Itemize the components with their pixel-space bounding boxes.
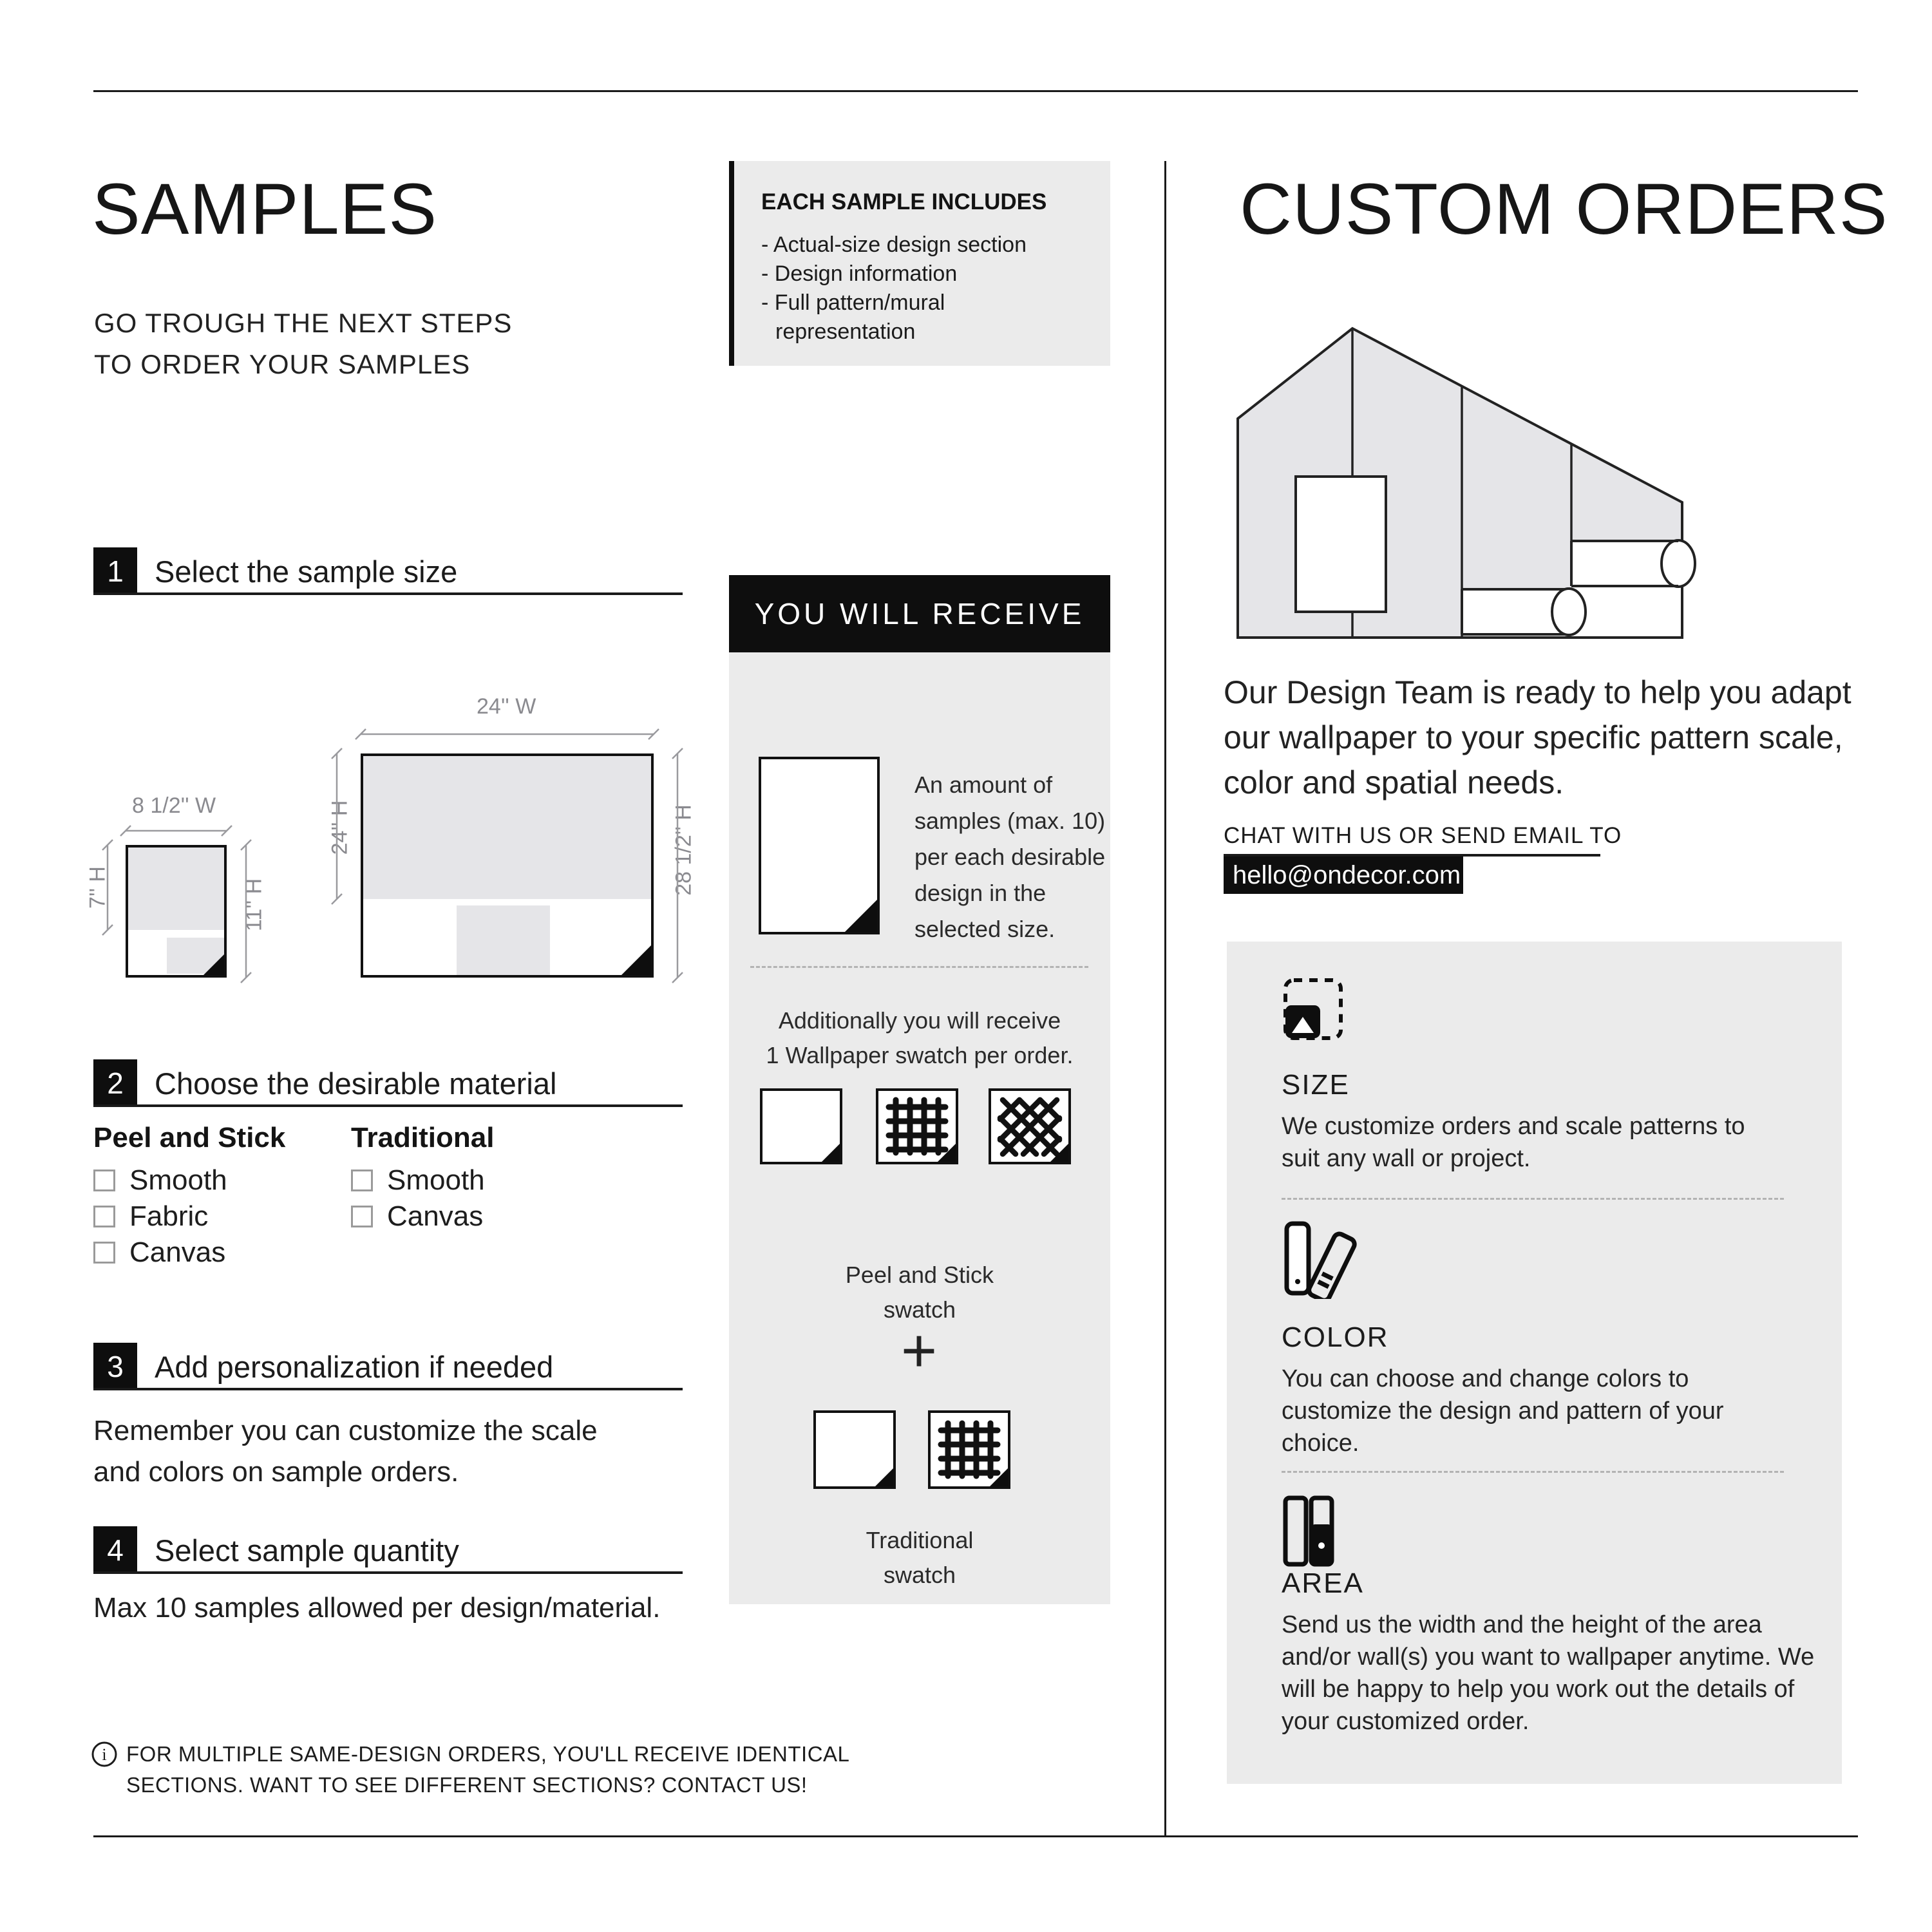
- area-wall-icon: [1282, 1494, 1340, 1568]
- step-4-body: Max 10 samples allowed per design/material.: [93, 1592, 661, 1624]
- footnote-line1: FOR MULTIPLE SAME-DESIGN ORDERS, YOU'LL RECEIVE IDENTICAL: [126, 1742, 850, 1766]
- size-crop-icon: [1282, 977, 1346, 1041]
- additional-line1: Additionally you will receive: [778, 1007, 1061, 1034]
- feature-size-heading: SIZE: [1282, 1069, 1350, 1101]
- step-4-badge: 4: [93, 1526, 137, 1574]
- large-sample-left-height-label: 24'' H: [327, 800, 352, 855]
- samples-title: SAMPLES: [92, 169, 438, 249]
- feature-color-body: You can choose and change colors to customize the design and pattern of your choice.: [1282, 1365, 1724, 1457]
- material-col-peel-title: Peel and Stick: [93, 1122, 286, 1153]
- step-4-rule: [93, 1571, 683, 1574]
- includes-item: - Actual-size design section: [761, 232, 1027, 257]
- you-will-receive-label: YOU WILL RECEIVE: [754, 597, 1085, 630]
- receive-panel: [729, 652, 1110, 1604]
- step-3-badge: 3: [93, 1343, 137, 1390]
- material-option-peel-canvas[interactable]: [93, 1236, 225, 1269]
- grid-swatch-icon: [876, 1088, 958, 1164]
- small-sample-width-label: 8 1/2'' W: [132, 793, 216, 818]
- material-option-label: Fabric: [129, 1200, 209, 1232]
- large-sample-width-label: 24'' W: [477, 694, 536, 719]
- peel-caption-line2: swatch: [883, 1296, 956, 1323]
- feature-size-body: We customize orders and scale patterns to suit any wall or project.: [1282, 1113, 1745, 1172]
- crosshatch-swatch-icon: [989, 1088, 1071, 1164]
- custom-orders-title: CUSTOM ORDERS: [1240, 169, 1888, 249]
- traditional-swatch-caption: [752, 1523, 1087, 1593]
- sample-page-icon: [759, 757, 880, 934]
- material-option-peel-fabric[interactable]: [93, 1200, 208, 1233]
- includes-box-left-bar: [729, 161, 734, 366]
- small-sample-design-area: [128, 848, 224, 930]
- info-icon: [90, 1740, 118, 1768]
- step-3-body: Remember you can customize the scale and colors on sample orders.: [93, 1415, 598, 1488]
- feature-color-heading: COLOR: [1282, 1321, 1389, 1353]
- traditional-caption-line2: swatch: [883, 1562, 956, 1588]
- additional-line2: 1 Wallpaper swatch per order.: [766, 1042, 1074, 1068]
- large-sample-folded-corner: [621, 945, 651, 975]
- includes-item: - Full pattern/mural representation: [761, 290, 945, 344]
- swatch-folded-corner: [938, 1144, 956, 1162]
- checkbox-icon[interactable]: [351, 1170, 373, 1191]
- samples-subtitle-line2: TO ORDER YOUR SAMPLES: [94, 349, 471, 379]
- features-divider: [1282, 1471, 1784, 1473]
- column-divider: [1164, 161, 1166, 1835]
- small-sample-left-height-label: 7'' H: [85, 866, 110, 909]
- checkbox-icon[interactable]: [93, 1206, 115, 1227]
- small-sample-right-height-label: 11'' H: [242, 878, 267, 932]
- plus-sign: +: [900, 1316, 938, 1385]
- swatch-folded-corner: [822, 1144, 840, 1162]
- chat-label: CHAT WITH US OR SEND EMAIL TO: [1224, 823, 1622, 848]
- receive-divider: [750, 966, 1088, 968]
- swatch-folded-corner: [990, 1468, 1008, 1486]
- email-button[interactable]: [1224, 857, 1463, 894]
- features-divider: [1282, 1198, 1784, 1200]
- samples-subtitle: [94, 303, 512, 385]
- material-option-label: Canvas: [387, 1200, 484, 1232]
- large-sample-diagram: [361, 753, 654, 978]
- material-option-peel-smooth[interactable]: [93, 1164, 227, 1197]
- email-address: hello@ondecor.com: [1233, 860, 1461, 889]
- large-sample-pattern-thumb: [457, 905, 550, 975]
- step-1-badge: 1: [93, 547, 137, 595]
- material-option-label: Smooth: [387, 1164, 485, 1196]
- blank-swatch-icon: [760, 1088, 842, 1164]
- svg-text:i: i: [102, 1745, 107, 1764]
- checkbox-icon[interactable]: [351, 1206, 373, 1227]
- includes-item: - Design information: [761, 261, 958, 286]
- checkbox-icon[interactable]: [93, 1170, 115, 1191]
- step-1-rule: [93, 592, 683, 595]
- each-sample-includes-box: [729, 161, 1110, 366]
- feature-area-heading: AREA: [1282, 1567, 1364, 1599]
- small-sample-diagram: [126, 845, 227, 978]
- you-will-receive-banner: [729, 575, 1110, 652]
- grid-swatch-icon: [928, 1410, 1010, 1489]
- large-sample-right-height-label: 28 1/2'' H: [671, 804, 696, 896]
- feature-area-body: Send us the width and the height of the area and/or wall(s) you want to wallpaper anytime. We will be happy to help you work out the details of your customized order.: [1282, 1611, 1815, 1735]
- small-sample-folded-corner: [204, 954, 224, 975]
- samples-subtitle-line1: GO TROUGH THE NEXT STEPS: [94, 308, 513, 338]
- includes-box-title: EACH SAMPLE INCLUDES: [761, 189, 1047, 214]
- material-col-traditional-title: Traditional: [351, 1122, 495, 1153]
- checkbox-icon[interactable]: [93, 1242, 115, 1264]
- top-rule: [93, 90, 1858, 92]
- traditional-caption-line1: Traditional: [866, 1527, 974, 1553]
- step-4-title: Select sample quantity: [155, 1533, 459, 1567]
- material-option-label: Canvas: [129, 1236, 226, 1268]
- peel-caption-line1: Peel and Stick: [845, 1262, 994, 1288]
- step-2-badge: 2: [93, 1059, 137, 1107]
- swatch-folded-corner: [875, 1468, 893, 1486]
- color-swatches-icon: [1282, 1218, 1365, 1299]
- step-3-title: Add personalization if needed: [155, 1350, 554, 1384]
- step-1-title: Select the sample size: [155, 554, 458, 589]
- step-2-rule: [93, 1104, 683, 1107]
- blank-swatch-icon: [813, 1410, 896, 1489]
- bottom-rule: [93, 1835, 1858, 1837]
- step-3-rule: [93, 1388, 683, 1390]
- page-folded-corner: [845, 900, 877, 932]
- footnote-line2: SECTIONS. WANT TO SEE DIFFERENT SECTIONS? CONTACT US!: [126, 1773, 808, 1797]
- material-option-traditional-canvas[interactable]: [351, 1200, 483, 1233]
- step-2-title: Choose the desirable material: [155, 1066, 557, 1101]
- large-sample-design-area: [363, 756, 651, 899]
- footnote: [126, 1739, 849, 1801]
- swatch-folded-corner: [1050, 1144, 1068, 1162]
- material-option-label: Smooth: [129, 1164, 227, 1196]
- house-illustration: [1224, 316, 1739, 650]
- custom-features-panel: [1227, 942, 1842, 1784]
- additional-text: [752, 1003, 1087, 1073]
- custom-intro: Our Design Team is ready to help you adapt our wallpaper to your specific pattern scale, color and spatial needs.: [1224, 674, 1852, 800]
- material-option-traditional-smooth[interactable]: [351, 1164, 485, 1197]
- amount-text: An amount of samples (max. 10) per each desirable design in the selected size.: [914, 772, 1106, 942]
